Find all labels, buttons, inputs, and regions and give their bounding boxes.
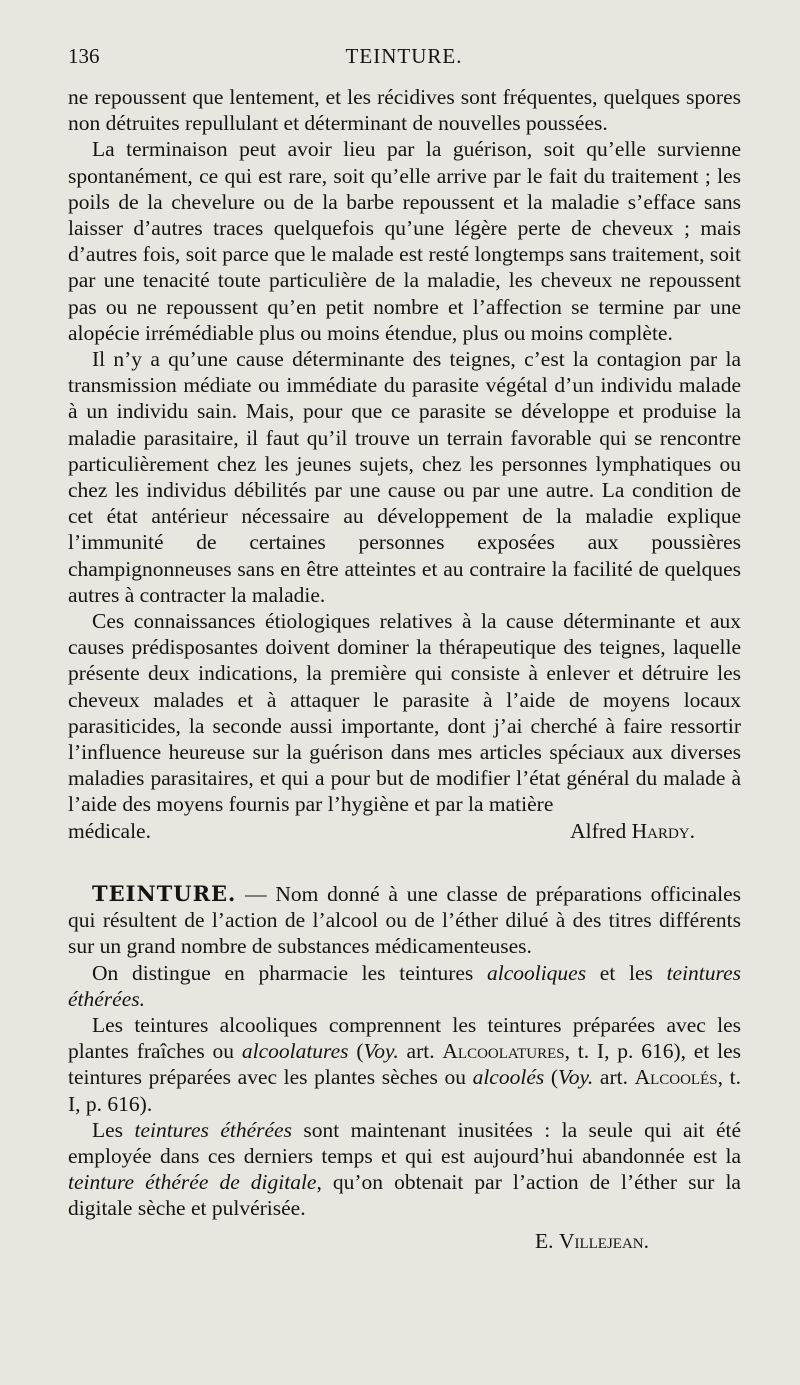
teigne-author [570, 818, 741, 844]
author-last-name: Hardy. [631, 818, 695, 843]
running-head: TEINTURE. [345, 44, 463, 68]
teinture-paragraph-1: TEINTURE. — Nom donné à une classe de préparations officinales qui résultent de l’action de l’alcool ou de l’éther dilué à des titres différents sur un grand nombre de substances médicamenteuses. [68, 880, 741, 959]
teigne-paragraph-2: La terminaison peut avoir lieu par la guérison, soit qu’elle survienne spontanément, ce qui est rare, soit qu’elle arrive par le fait du traitement ; les poils de la chevelure ou de la barbe repoussent et la maladie s’efface sans laisser d’autres traces quelquefois qu’une légère perte de cheveux ; mais d’autres fois, soit parce que le malade est resté longtemps sans traitement, soit par une tenacité toute particulière de la maladie, les cheveux ne repoussent pas ou ne repoussent qu’en petit nombre et l’affection se termine par une alopécie irrémédiable plus ou moins étendue, plus ou moins complète. [68, 137, 741, 345]
teigne-signature-line [68, 818, 741, 844]
teinture-author [68, 1228, 741, 1254]
page-header [68, 44, 740, 72]
teinture-paragraph-2: On distingue en pharmacie les teintures alcooliques et les teintures éthérées. [68, 960, 742, 1011]
teigne-paragraph-1: ne repoussent que lentement, et les récidives sont fréquentes, quelques spores non détruites repullulant et déterminant de nouvelles poussées. [68, 85, 741, 136]
page-body [68, 84, 741, 1254]
page-number: 136 [68, 44, 100, 68]
author-first-name: E. [535, 1228, 554, 1253]
teinture-paragraph-4: Les teintures éthérées sont maintenant inusitées : la seule qui ait été employée dans ces derniers temps et qui est aujourd’hui abandonnée est la teinture éthérée de digitale, qu’on obtenait par l’action de l’éther sur la digitale sèche et pulvérisée. [68, 1117, 742, 1221]
article-headword: TEINTURE. [92, 880, 237, 906]
teinture-paragraph-3: Les teintures alcooliques comprennent les teintures préparées avec les plantes fraîches ou alcoolatures (Voy. art. Alcoolatures, t. I, p. 616), et les teintures préparées avec les plantes sèches ou alcoolés (Voy. art. Alcoolés, t. I, p. 616). [68, 1012, 741, 1116]
author-first-name: Alfred [570, 818, 627, 843]
teigne-last-word: médicale. [68, 818, 151, 843]
cross-reference: Alcoolatures [442, 1039, 565, 1064]
cross-reference: Alcoolés [634, 1065, 718, 1090]
teigne-paragraph-3: Il n’y a qu’une cause déterminante des teignes, c’est la contagion par la transmission médiate ou immédiate du parasite végétal d’un individu malade à un individu sain. Mais, pour que ce parasite se développe et produise la maladie parasitaire, il faut qu’il trouve un terrain favorable qui se rencontre particulièrement chez les jeunes sujets, chez les personnes lymphatiques ou chez les individus débilités par une cause ou par une autre. La condition de cet état antérieur nécessaire au développement de la maladie explique l’immunité de certaines personnes exposées aux poussières champignonneuses sans en être atteintes et au contraire la facilité de quelques autres à contracter la maladie. [68, 347, 741, 607]
author-last-name: Villejean. [558, 1228, 649, 1253]
teigne-paragraph-4: Ces connaissances étiologiques relatives à la cause déterminante et aux causes prédisposantes doivent dominer la thérapeutique des teignes, laquelle présente deux indications, la première qui consiste à enlever et détruire les cheveux malades et à attaquer le parasite à l’aide de moyens locaux parasiticides, la seconde aussi importante, dont j’ai cherché à faire ressortir l’influence heureuse sur la guérison dans mes articles spéciaux aux diverses maladies parasitaires, et qui a pour but de modifier l’état général du malade à l’aide des moyens fournis par l’hygiène et par la matière [68, 609, 741, 817]
